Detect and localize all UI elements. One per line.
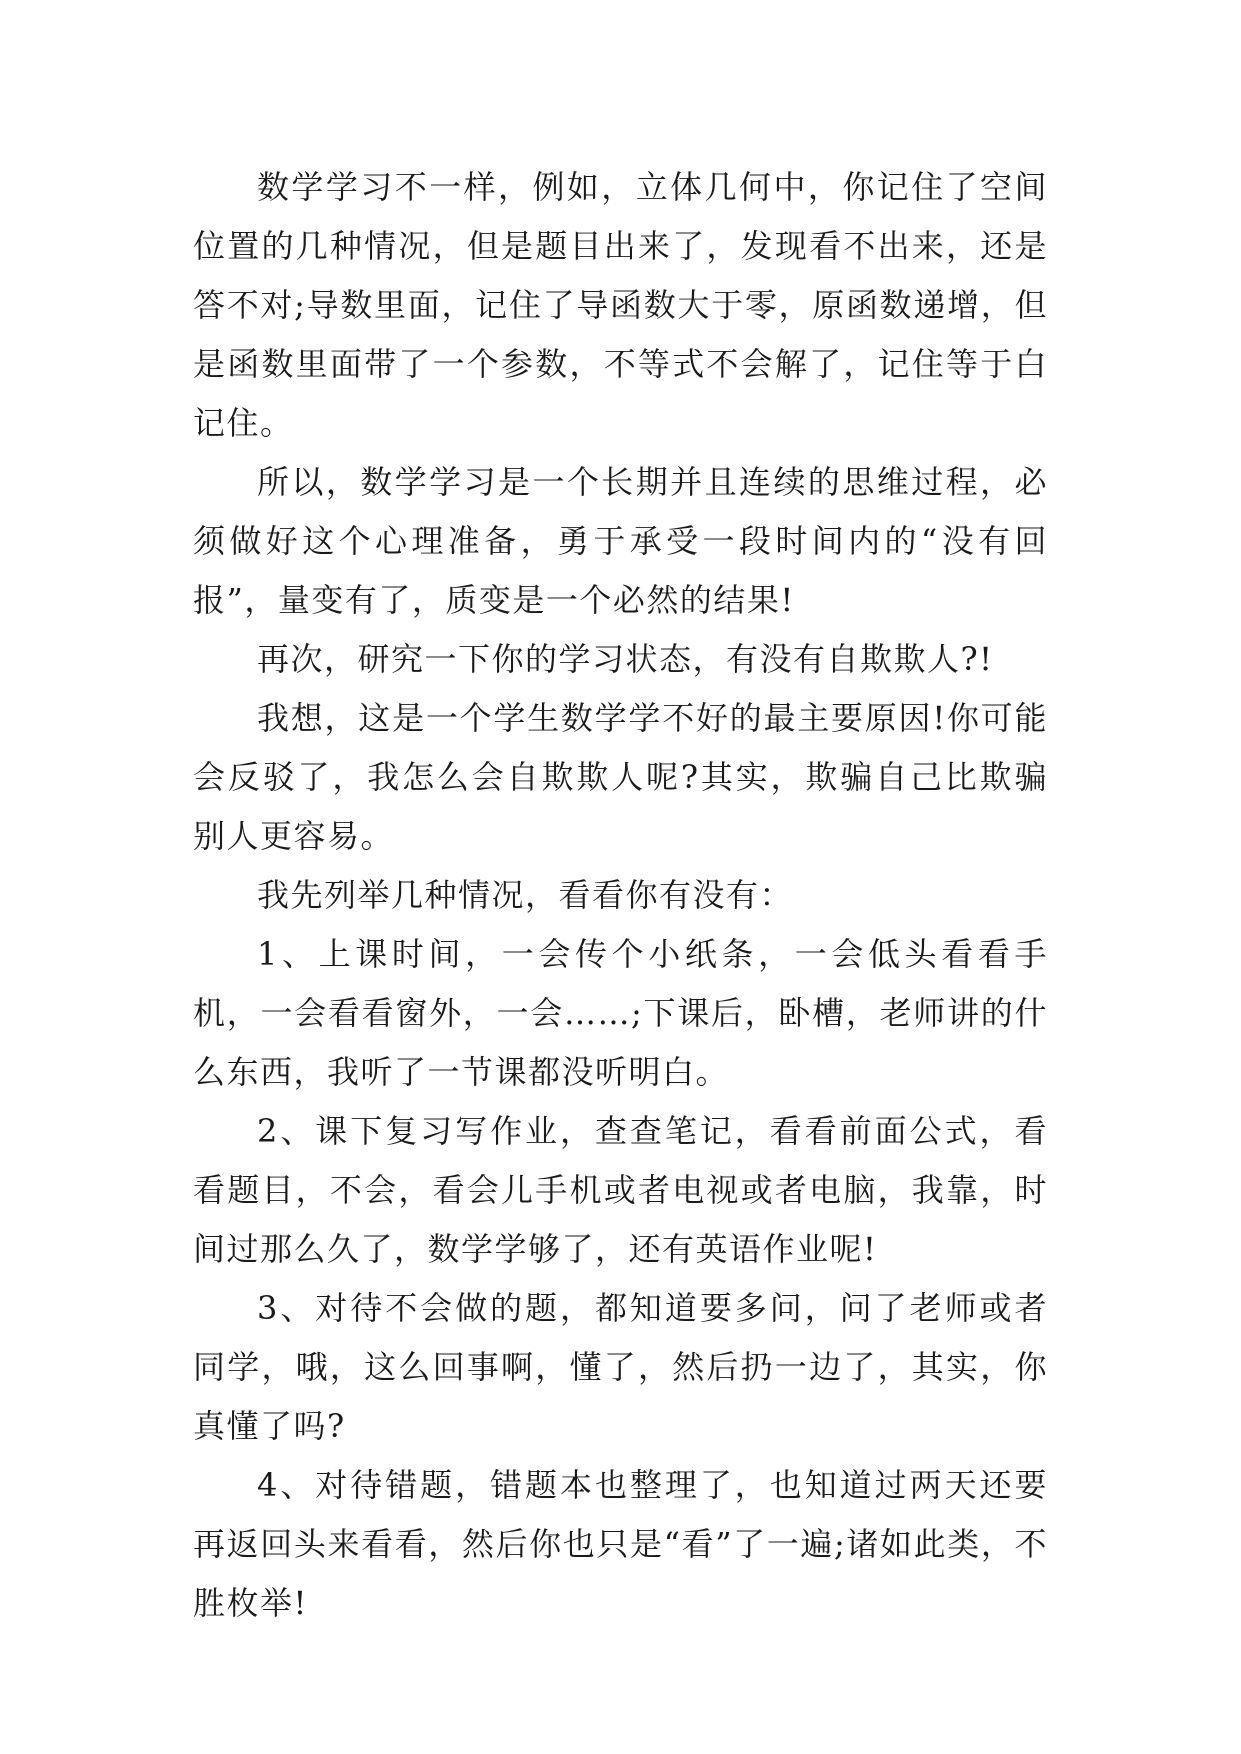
paragraph-main-reason: 我想，这是一个学生数学学不好的最主要原因!你可能会反驳了，我怎么会自欺欺人呢?其实，欺骗自己比欺骗别人更容易。	[193, 699, 1048, 855]
paragraph-study-state: 再次，研究一下你的学习状态，有没有自欺欺人?!	[257, 640, 994, 678]
list-item-1: 1、上课时间，一会传个小纸条，一会低头看看手机，一会看看窗外，一会……;下课后，卧槽，老师讲的什么东西，我听了一节课都没听明白。	[193, 935, 1048, 1091]
document-body	[193, 158, 1048, 1633]
paragraph-long-term-process: 所以，数学学习是一个长期并且连续的思维过程，必须做好这个心理准备，勇于承受一段时间内的“没有回报”，量变有了，质变是一个必然的结果!	[193, 463, 1048, 619]
list-item-3: 3、对待不会做的题，都知道要多问，问了老师或者同学，哦，这么回事啊，懂了，然后扔一边了，其实，你真懂了吗?	[193, 1289, 1048, 1445]
list-item-2: 2、课下复习写作业，查查笔记，看看前面公式，看看题目，不会，看会儿手机或者电视或者电脑，我靠，时间过那么久了，数学学够了，还有英语作业呢!	[193, 1112, 1048, 1268]
paragraph-list-intro: 我先列举几种情况，看看你有没有：	[257, 876, 794, 914]
paragraph-geometry-example: 数学学习不一样，例如，立体几何中，你记住了空间位置的几种情况，但是题目出来了，发现看不出来，还是答不对;导数里面，记住了导函数大于零，原函数递增，但是函数里面带了一个参数，不等式不会解了，记住等于白记住。	[193, 168, 1048, 442]
list-item-4: 4、对待错题，错题本也整理了，也知道过两天还要再返回头来看看，然后你也只是“看”了一遍;诸如此类，不胜枚举!	[193, 1466, 1048, 1622]
